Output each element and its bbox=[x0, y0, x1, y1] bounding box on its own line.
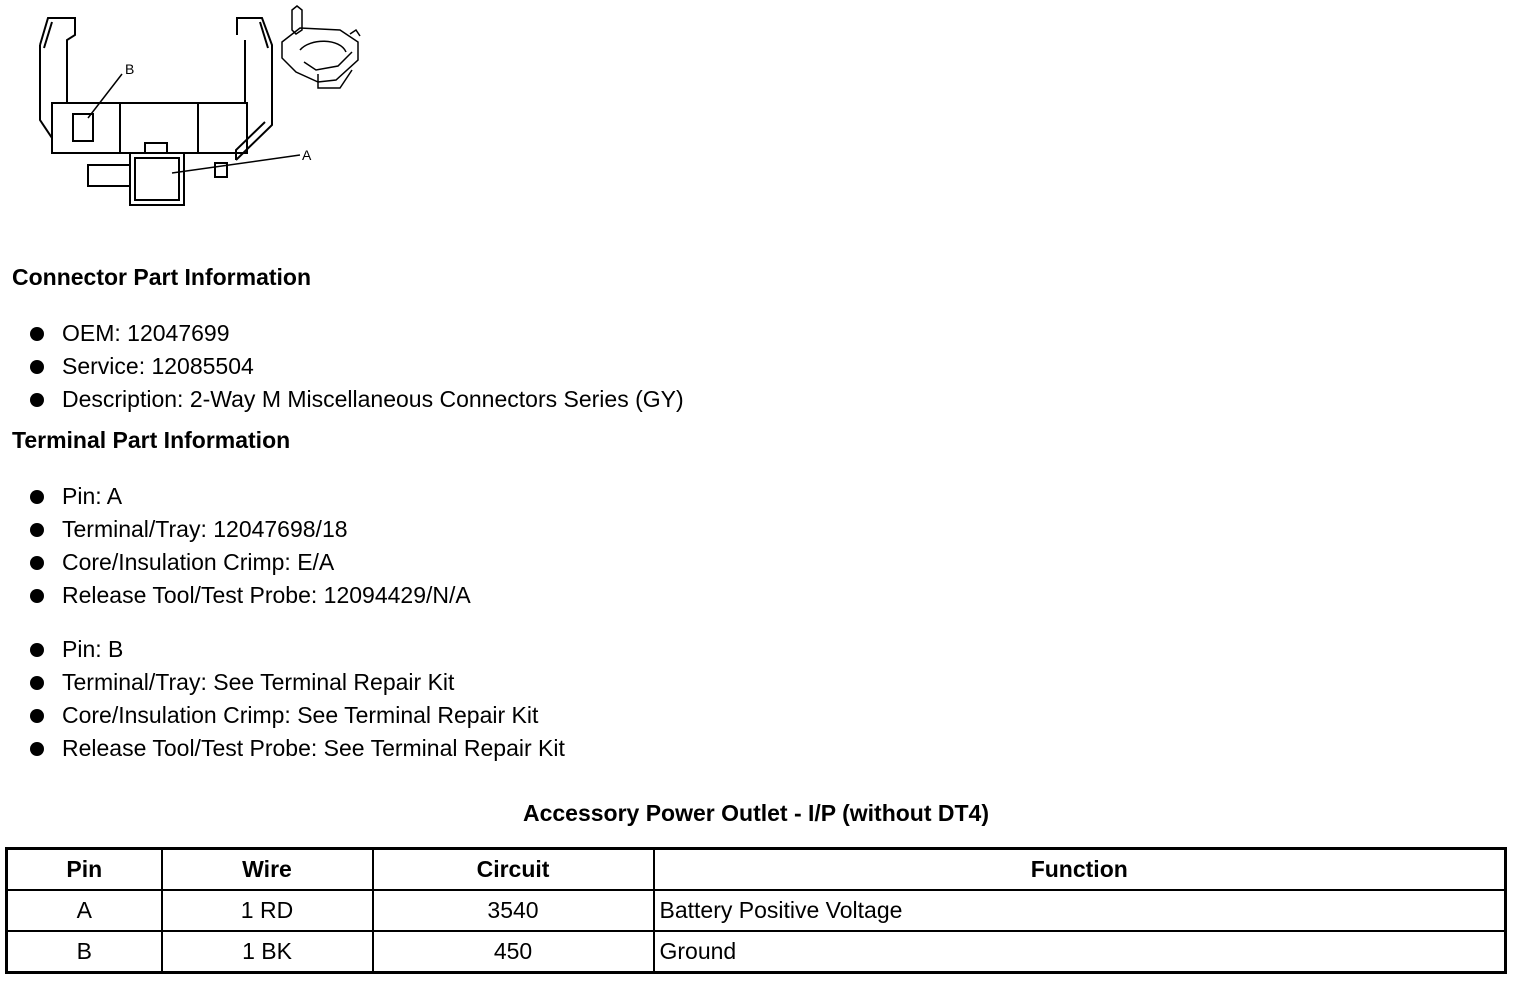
pin-table bbox=[5, 847, 1507, 974]
cell-wire: 1 RD bbox=[162, 890, 373, 931]
bullet-icon bbox=[30, 643, 44, 657]
cell-pin: B bbox=[7, 931, 162, 973]
cell-function: Ground bbox=[654, 931, 1506, 973]
list-item: Pin: B bbox=[0, 633, 565, 666]
list-item: Terminal/Tray: 12047698/18 bbox=[0, 513, 471, 546]
bullet-icon bbox=[30, 490, 44, 504]
connector-part-heading: Connector Part Information bbox=[12, 264, 312, 290]
connector-illustration bbox=[0, 0, 380, 215]
table-title: Accessory Power Outlet - I/P (without DT4) bbox=[522, 800, 990, 826]
terminal-part-heading: Terminal Part Information bbox=[12, 427, 291, 453]
list-item: Release Tool/Test Probe: See Terminal Repair Kit bbox=[0, 732, 565, 765]
header-function: Function bbox=[654, 849, 1506, 891]
terminal-pin-a-list bbox=[0, 480, 471, 612]
bullet-icon bbox=[30, 556, 44, 570]
cell-circuit: 450 bbox=[373, 931, 654, 973]
list-item: Pin: A bbox=[0, 480, 471, 513]
leader-line-b bbox=[88, 74, 122, 118]
bullet-icon bbox=[30, 589, 44, 603]
connector-part-list bbox=[0, 317, 684, 416]
callout-b: B bbox=[125, 61, 135, 77]
table-row bbox=[7, 890, 1506, 931]
list-item: Service: 12085504 bbox=[0, 350, 684, 383]
bullet-icon bbox=[30, 709, 44, 723]
terminal-pin-b-list bbox=[0, 633, 565, 765]
header-circuit: Circuit bbox=[373, 849, 654, 891]
list-item: Release Tool/Test Probe: 12094429/N/A bbox=[0, 579, 471, 612]
list-item: Core/Insulation Crimp: See Terminal Repair Kit bbox=[0, 699, 565, 732]
table-header-row bbox=[7, 849, 1506, 891]
callout-a: A bbox=[302, 147, 312, 163]
bullet-icon bbox=[30, 360, 44, 374]
list-item: Terminal/Tray: See Terminal Repair Kit bbox=[0, 666, 565, 699]
cell-wire: 1 BK bbox=[162, 931, 373, 973]
bullet-icon bbox=[30, 523, 44, 537]
list-item: OEM: 12047699 bbox=[0, 317, 684, 350]
connector-inset-view bbox=[282, 6, 360, 88]
table-row bbox=[7, 931, 1506, 973]
bullet-icon bbox=[30, 742, 44, 756]
cell-pin: A bbox=[7, 890, 162, 931]
header-pin: Pin bbox=[7, 849, 162, 891]
list-item: Core/Insulation Crimp: E/A bbox=[0, 546, 471, 579]
bullet-icon bbox=[30, 676, 44, 690]
bullet-icon bbox=[30, 327, 44, 341]
cell-function: Battery Positive Voltage bbox=[654, 890, 1506, 931]
cell-circuit: 3540 bbox=[373, 890, 654, 931]
bullet-icon bbox=[30, 393, 44, 407]
list-item: Description: 2-Way M Miscellaneous Connectors Series (GY) bbox=[0, 383, 684, 416]
header-wire: Wire bbox=[162, 849, 373, 891]
